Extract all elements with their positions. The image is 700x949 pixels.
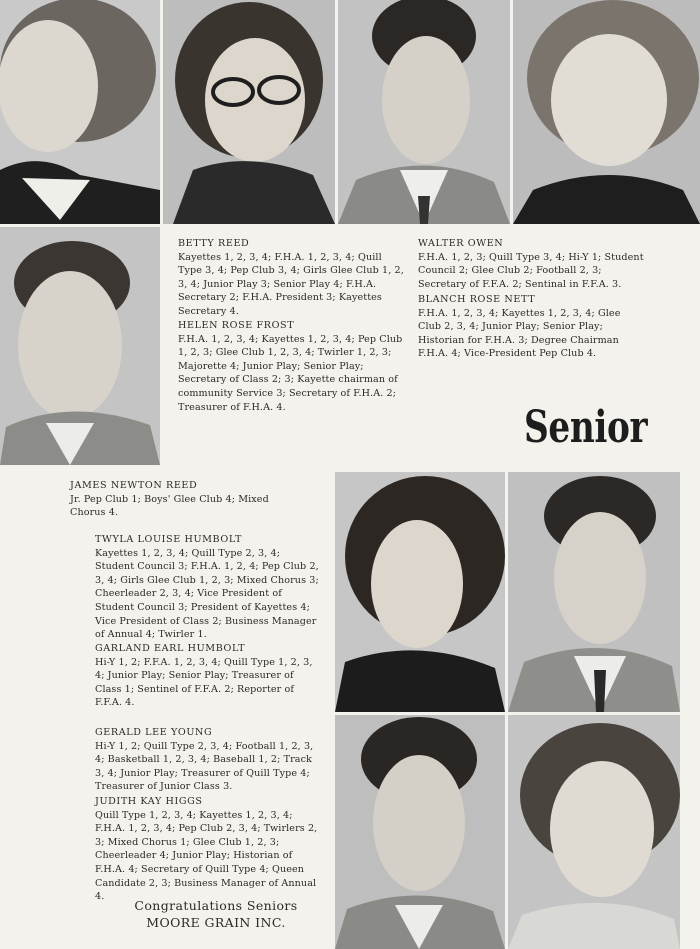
portrait-james-newton-reed (0, 227, 160, 465)
portrait-garland-earl-humbolt (508, 472, 680, 712)
senior-activities: Hi-Y 1, 2; F.F.A. 1, 2, 3, 4; Quill Type 1, 2, 3, 4; Junior Play; Senior Play; Treasurer of Class 1; Sentinel of F.F.A. 2; Reporter of F.F.A. 4. (95, 656, 313, 709)
portrait-judith-kay-higgs (508, 715, 680, 949)
portrait-walter-owen (338, 0, 510, 224)
senior-activities: Jr. Pep Club 1; Boys' Glee Club 4; Mixed Chorus 4. (70, 493, 269, 519)
senior-activities: F.H.A. 1, 2, 3; Quill Type 3, 4; Hi-Y 1; Student Council 2; Glee Club 2; Football 2, 3; Secretary of F.F.A. 2; Sentinal in F.F.A. 3. (418, 251, 644, 290)
bio-twyla-louise-humbolt (95, 533, 320, 642)
section-heading: Senior (524, 402, 648, 453)
bio-garland-earl-humbolt (95, 642, 320, 710)
bio-james-newton-reed (70, 479, 295, 520)
bio-gerald-lee-young (95, 726, 320, 794)
senior-activities: Kayettes 1, 2, 3, 4; Quill Type 2, 3, 4; Student Council 3; F.H.A. 1, 2, 4; Pep Club 2, 3, 4; Girls Glee Club 1, 2, 3; Mixed Chorus 3; Cheerleader 2, 3, 4; Vice President of Student Council 3; President of Kayettes 4; Vice President of Class 2; Business Manager of Annual 4; Twirler 1. (95, 547, 319, 641)
senior-name: GERALD LEE YOUNG (95, 727, 213, 738)
senior-name: BLANCH ROSE NETT (418, 294, 536, 305)
senior-name: BETTY REED (178, 238, 250, 249)
footer-congratulations: Congratulations Seniors (134, 898, 298, 913)
senior-activities: F.H.A. 1, 2, 3, 4; Kayettes 1, 2, 3, 4; Pep Club 1, 2, 3; Glee Club 1, 2, 3, 4; Twirler 1, 2, 3; Majorette 4; Junior Play; Senior Play; Secretary of Class 2; 3; Kayette chairman of community Service 3; Secretary of F.H.A. 2; Treasurer of F.H.A. 4. (178, 333, 403, 413)
portrait-betty-reed (0, 0, 160, 224)
senior-name: TWYLA LOUISE HUMBOLT (95, 534, 243, 545)
senior-activities: Quill Type 1, 2, 3, 4; Kayettes 1, 2, 3, 4; F.H.A. 1, 2, 3, 4; Pep Club 2, 3, 4; Twirlers 2, 3; Mixed Chorus 1; Glee Club 1, 2, 3; Cheerleader 4; Junior Play; Historian of F.H.A. 4; Secretary of Quill Type 4; Queen Candidate 2, 3; Business Manager of Annual 4. (95, 809, 318, 903)
portrait-blanch-rose-nett (513, 0, 700, 224)
bio-judith-kay-higgs (95, 795, 320, 904)
bio-helen-rose-frost (178, 319, 408, 414)
bio-walter-owen (418, 237, 646, 291)
senior-name: WALTER OWEN (418, 238, 504, 249)
bio-blanch-rose-nett (418, 293, 646, 361)
portrait-gerald-lee-young (335, 715, 505, 949)
senior-name: HELEN ROSE FROST (178, 320, 295, 331)
portrait-helen-rose-frost (163, 0, 335, 224)
senior-name: JAMES NEWTON REED (70, 480, 198, 491)
bio-betty-reed (178, 237, 408, 319)
footer-sponsor: MOORE GRAIN INC. (146, 915, 286, 930)
senior-activities: Kayettes 1, 2, 3, 4; F.H.A. 1, 2, 3, 4; Quill Type 3, 4; Pep Club 3, 4; Girls Glee Club 1, 2, 3, 4; Junior Play 3; Senior Play 4; F.H.A. Secretary 2; F.H.A. President 3; Kayettes Secretary 4. (178, 251, 404, 317)
portrait-twyla-louise-humbolt (335, 472, 505, 712)
senior-name: GARLAND EARL HUMBOLT (95, 643, 246, 654)
senior-name: JUDITH KAY HIGGS (95, 796, 203, 807)
senior-activities: F.H.A. 1, 2, 3, 4; Kayettes 1, 2, 3, 4; Glee Club 2, 3, 4; Junior Play; Senior Play; Historian for F.H.A. 3; Degree Chairman F.H.A. 4; Vice-President Pep Club 4. (418, 307, 621, 360)
senior-activities: Hi-Y 1, 2; Quill Type 2, 3, 4; Football 1, 2, 3, 4; Basketball 1, 2, 3, 4; Baseball 1, 2; Track 3, 4; Junior Play; Treasurer of Quill Type 4; Treasurer of Junior Class 3. (95, 740, 314, 793)
